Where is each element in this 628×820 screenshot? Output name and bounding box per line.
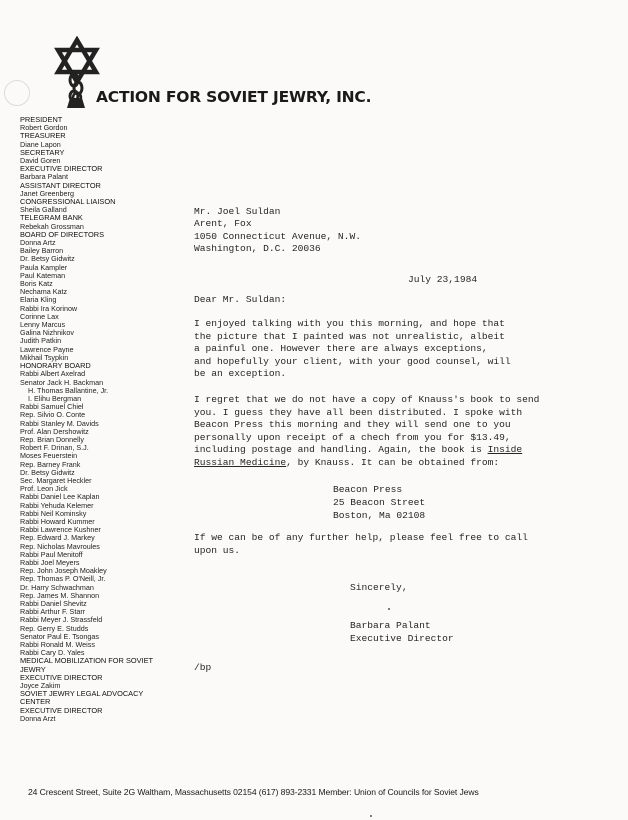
sidebar-name: Rabbi Stanley M. Davids <box>20 418 99 428</box>
ink-speck <box>388 608 390 610</box>
sidebar-name: Nechama Katz <box>20 287 68 297</box>
sidebar-heading: SOVIET JEWRY LEGAL ADVOCACY CENTER <box>20 689 144 707</box>
sidebar-heading: HONORARY BOARD <box>20 361 91 371</box>
paragraph-3-line: upon us. <box>194 544 241 556</box>
paragraph-2-line: personally upon receipt of a chech from you for $13.49, <box>194 431 511 443</box>
sidebar-name: Lenny Marcus <box>20 320 66 330</box>
sidebar-name: Diane Lapon <box>20 139 61 149</box>
paragraph-1-line: be an exception. <box>194 368 287 380</box>
paragraph-1-line: I enjoyed talking with you this morning, and hope that <box>194 318 505 329</box>
sidebar-name: Rep. John Joseph Moakley <box>20 566 107 576</box>
sidebar-name: Rep. Barney Frank <box>20 459 81 469</box>
signer-block: Barbara Palant Executive Director <box>350 620 454 644</box>
sidebar-name: Dr. Harry Schwachman <box>20 582 94 592</box>
sidebar-name: Joyce Zakim <box>20 681 61 691</box>
sidebar-name: Rep. Edward J. Markey <box>20 533 95 543</box>
sidebar-heading: TREASURER <box>20 131 66 141</box>
sidebar-heading: MEDICAL MOBILIZATION FOR SOVIET JEWRY <box>20 656 153 674</box>
sidebar-name: Rabbi Ronald M. Weiss <box>20 640 95 649</box>
sidebar-heading: SECRETARY <box>20 147 65 157</box>
paragraph-3 <box>194 532 528 557</box>
sidebar-name: Sheila Galland <box>20 205 67 215</box>
sidebar-name: Prof. Leon Jick <box>20 484 68 494</box>
sidebar-name: Paula Kampler <box>20 262 68 272</box>
paragraph-2-text: including postage and handling. Again, the book is <box>194 444 488 456</box>
sidebar-name: Donna Artz <box>20 238 56 248</box>
paragraph-3-line: If we can be of any further help, please feel free to call <box>194 532 528 543</box>
sidebar-heading: BOARD OF DIRECTORS <box>20 229 105 239</box>
sidebar-name: Rabbi Paul Menitoff <box>20 549 83 559</box>
sidebar-name: Rabbi Cary D. Yales <box>20 648 85 658</box>
sidebar-heading: EXECUTIVE DIRECTOR <box>20 164 103 174</box>
paragraph-2-line: Beacon Press this morning and they will send one to you <box>194 419 511 431</box>
sidebar-name: Rabbi Albert Axelrad <box>20 369 86 379</box>
paragraph-2-line: you. I guess they have all been distributed. I spoke with <box>194 406 523 418</box>
sidebar-name: Rebekah Grossman <box>20 221 84 231</box>
sidebar-name: H. Thomas Ballantine, Jr. <box>28 385 109 395</box>
sidebar-name: Rep. Gerry E. Studds <box>20 623 89 633</box>
paragraph-2-tail: , by Knauss. It can be obtained from: <box>286 456 500 468</box>
salutation: Dear Mr. Suldan: <box>194 294 287 305</box>
sidebar-name: Rabbi Lawrence Kushner <box>20 525 101 535</box>
sidebar-heading: EXECUTIVE DIRECTOR <box>20 672 103 682</box>
sidebar-name: Mikhail Tsypkin <box>20 352 69 362</box>
paragraph-2-line <box>194 457 539 470</box>
sidebar-name: Donna Arzt <box>20 713 56 723</box>
sidebar-name: Paul Kateman <box>20 270 66 280</box>
paragraph-2-line: I regret that we do not have a copy of Knauss's book to send <box>194 394 540 405</box>
paragraph-1-line: and hopefully your client, with your good counsel, will <box>194 355 511 367</box>
sidebar-name: Rabbi Daniel Shevitz <box>20 598 87 608</box>
sidebar-name: Robert Gordon <box>20 123 68 133</box>
sidebar-name: Boris Katz <box>20 279 53 289</box>
paragraph-1-line: the picture that I painted was not unrealistic, albeit <box>194 330 505 342</box>
paragraph-1 <box>194 318 511 381</box>
press-address: Beacon Press 25 Beacon Street Boston, Ma 02108 <box>333 484 426 521</box>
sidebar-name: Rabbi Ira Korinow <box>20 303 78 313</box>
sidebar-name: Rabbi Arthur F. Starr <box>20 607 86 617</box>
paragraph-2-line <box>194 444 539 457</box>
sidebar-name: Corinne Lax <box>20 311 59 321</box>
sidebar-name: Elaria Kling <box>20 295 57 305</box>
paragraph-1-line: a painful one. However there are always exceptions, <box>194 343 488 355</box>
sidebar-name: Moses Feuerstein <box>20 451 78 461</box>
book-title-part-2: Russian Medicine <box>194 456 287 468</box>
sidebar-name: Robert F. Drinan, S.J. <box>20 443 89 453</box>
sidebar-name: Rep. Thomas P. O'Neill, Jr. <box>20 574 106 584</box>
sidebar-name: Dr. Betsy Gidwitz <box>20 467 75 477</box>
sidebar-heading: CONGRESSIONAL LIAISON <box>20 197 116 207</box>
sidebar-name: Dr. Betsy Gidwitz <box>20 254 75 264</box>
sidebar-name: Senator Jack H. Backman <box>20 377 104 387</box>
sidebar-name: Rabbi Neil Kominsky <box>20 508 87 518</box>
sidebar-name: Galina Nizhnikov <box>20 328 74 338</box>
closing: Sincerely, <box>350 582 408 593</box>
sidebar-name: Rabbi Samuel Chiel <box>20 402 84 412</box>
sidebar-name: Rabbi Joel Meyers <box>20 557 80 567</box>
sidebar-heading: PRESIDENT <box>20 115 63 124</box>
typist-initials: /bp <box>194 662 212 673</box>
recipient-address: Mr. Joel Suldan Arent, Fox 1050 Connecticut Avenue, N.W. Washington, D.C. 20036 <box>194 206 361 255</box>
star-of-david-chain-icon <box>52 36 102 110</box>
sidebar-name: Barbara Palant <box>20 172 68 182</box>
paragraph-2 <box>194 394 539 470</box>
sidebar-name: Janet Greenberg <box>20 188 74 198</box>
sidebar-name: Senator Paul E. Tsongas <box>20 631 99 641</box>
sidebar-name: I. Elihu Bergman <box>28 393 82 403</box>
footer-address: 24 Crescent Street, Suite 2G Waltham, Massachusetts 02154 (617) 893-2331 Member: Union of Councils for Soviet Jews <box>28 787 479 797</box>
sidebar-name: Rep. James M. Shannon <box>20 590 100 600</box>
ink-speck <box>370 815 372 817</box>
organization-name: ACTION FOR SOVIET JEWRY, INC. <box>96 88 372 106</box>
sidebar-name: Rep. Brian Donnelly <box>20 434 84 444</box>
punch-hole-mark <box>4 80 30 106</box>
sidebar-name: Lawrence Payne <box>20 344 74 354</box>
sidebar-name: Rabbi Yehuda Kelemer <box>20 500 94 510</box>
sidebar-heading: EXECUTIVE DIRECTOR <box>20 705 103 715</box>
book-title-part-1: Inside <box>487 444 523 456</box>
sidebar-name: Judith Patkin <box>20 336 62 346</box>
letter-date: July 23,1984 <box>408 274 478 285</box>
sidebar-name: Sec. Margaret Heckler <box>20 475 92 485</box>
sidebar-name: Prof. Alan Dershowitz <box>20 426 89 436</box>
sidebar-name: David Goren <box>20 156 61 166</box>
sidebar-heading: TELEGRAM BANK <box>20 213 83 223</box>
sidebar-name: Rep. Silvio O. Conte <box>20 410 86 420</box>
sidebar-name: Bailey Barron <box>20 246 64 256</box>
sidebar-name: Rabbi Meyer J. Strassfeld <box>20 615 103 625</box>
officers-sidebar <box>20 116 170 723</box>
sidebar-name: Rabbi Howard Kummer <box>20 516 95 526</box>
sidebar-name: Rabbi Daniel Lee Kaplan <box>20 492 100 502</box>
sidebar-heading: ASSISTANT DIRECTOR <box>20 180 101 190</box>
sidebar-name: Rep. Nicholas Mavroules <box>20 541 100 551</box>
